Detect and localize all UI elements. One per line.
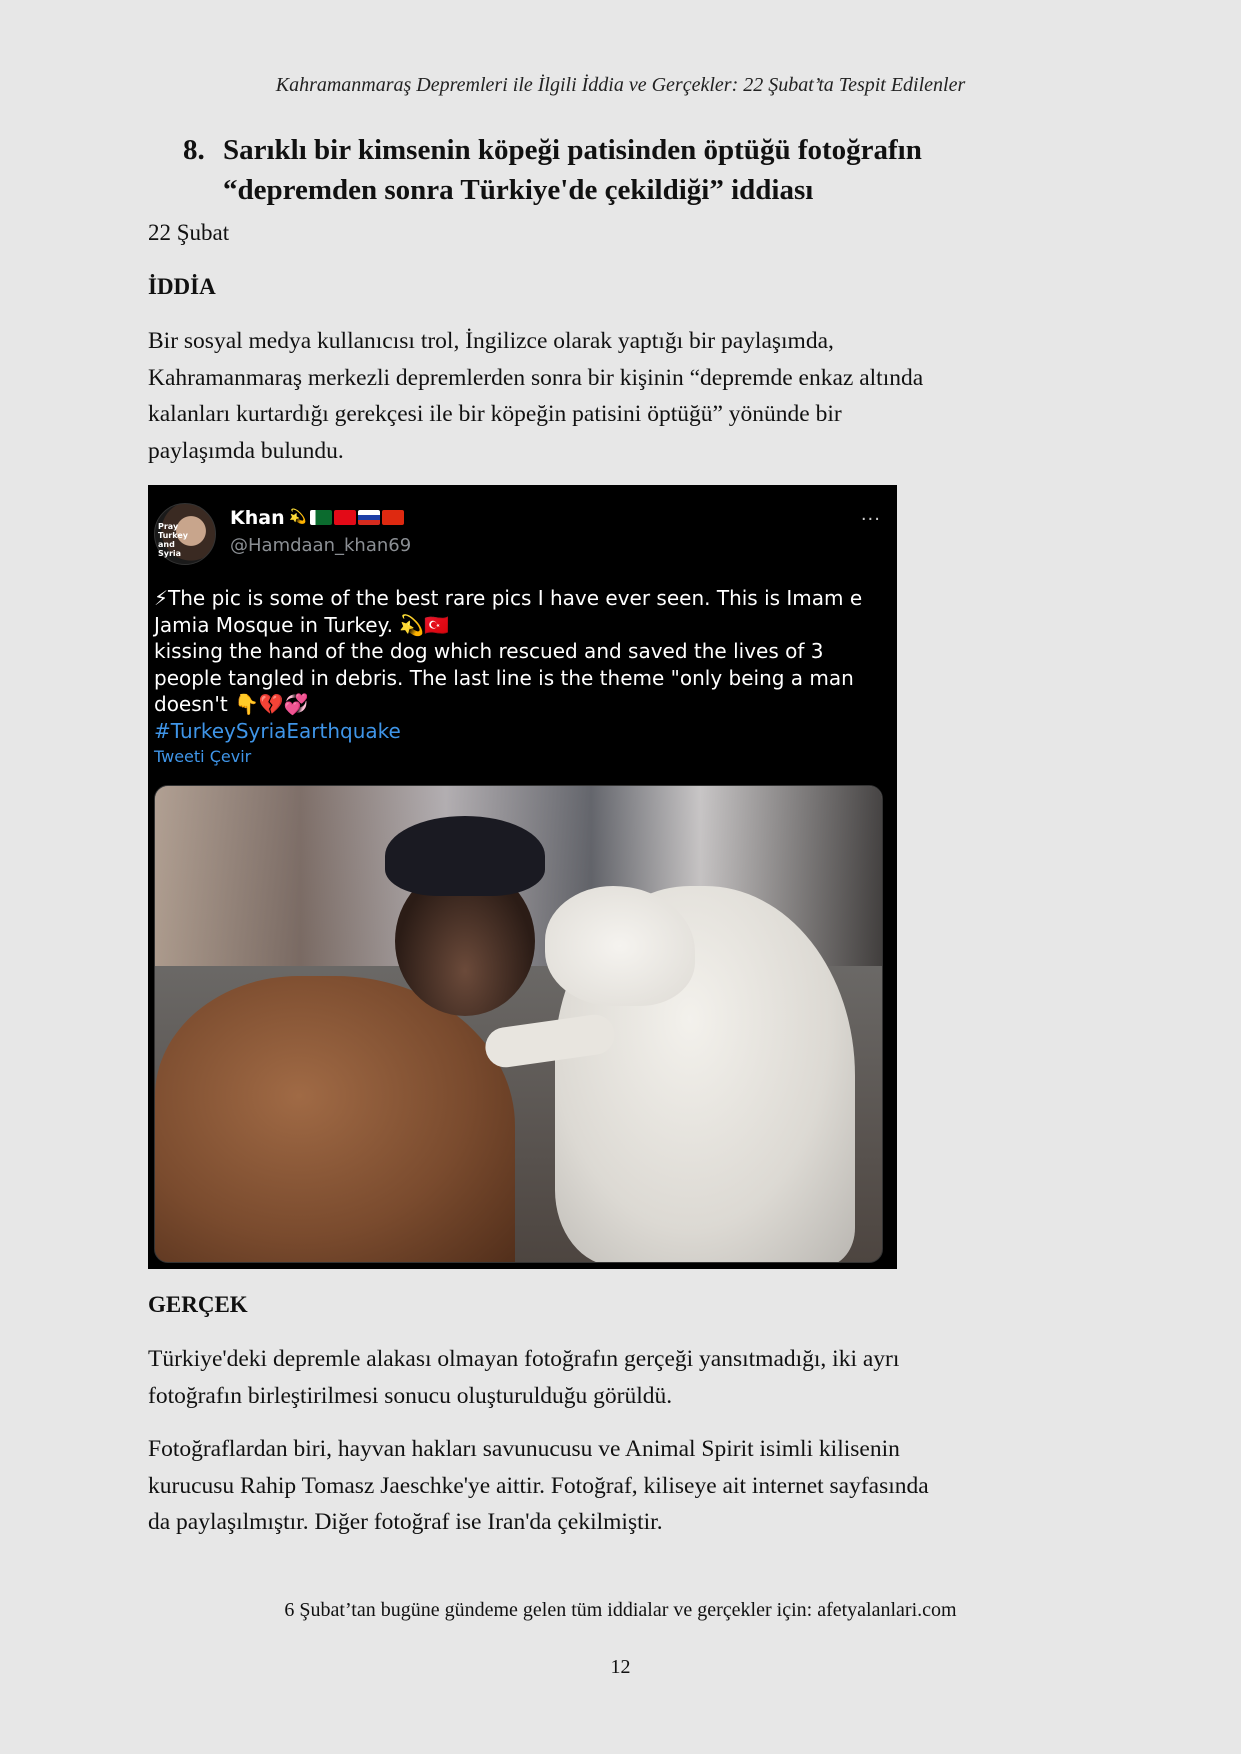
photo-man-robe: [155, 976, 515, 1263]
china-flag-icon: [382, 510, 404, 525]
tweet-avatar: [154, 503, 216, 565]
fact-line: kurucusu Rahip Tomasz Jaeschke'ye aittir. Fotoğraf, kiliseye ait internet sayfasında: [148, 1472, 929, 1499]
tweet-author-flags: [288, 510, 404, 525]
dizzy-star-icon: 💫: [289, 509, 307, 525]
claim-paragraph: [148, 323, 1098, 469]
tweet-photo: [154, 785, 883, 1263]
turkey-flag-icon: [334, 510, 356, 525]
pakistan-flag-icon: [310, 510, 332, 525]
photo-turban: [385, 816, 545, 896]
heading-line-2: “depremden sonra Türkiye'de çekildiği” iddiası: [223, 174, 814, 206]
footer-note: 6 Şubat’tan bugüne gündeme gelen tüm iddialar ve gerçekler için: afetyalanlari.com: [284, 1599, 957, 1621]
page-number: 12: [610, 1656, 631, 1678]
tweet-text: [154, 585, 889, 744]
claim-line: Kahramanmaraş merkezli depremlerden sonra bir kişinin “depremde enkaz altında: [148, 364, 924, 391]
tweet-text-line: doesn't 👇💔💞: [154, 692, 309, 716]
fact-line: Fotoğraflardan biri, hayvan hakları savunucusu ve Animal Spirit isimli kilisenin: [148, 1436, 900, 1462]
tweet-hashtag: #TurkeySyriaEarthquake: [154, 718, 401, 743]
fact-paragraph-2: [148, 1431, 1098, 1541]
russia-flag-icon: [358, 510, 380, 525]
running-header: Kahramanmaraş Depremleri ile İlgili İddia ve Gerçekler: 22 Şubat’ta Tespit Edilenler: [275, 74, 966, 96]
claim-line: Bir sosyal medya kullanıcısı trol, İngilizce olarak yaptığı bir paylaşımda,: [148, 328, 834, 354]
claim-label: İDDİA: [148, 274, 216, 299]
tweet-text-line: kissing the hand of the dog which rescued and saved the lives of 3: [154, 639, 824, 663]
tweet-text-line: Jamia Mosque in Turkey. 💫🇹🇷: [154, 612, 450, 637]
avatar-caption-line: Pray: [158, 522, 179, 531]
fact-line: Türkiye'deki depremle alakası olmayan fotoğrafın gerçeği yansıtmadığı, iki ayrı: [148, 1346, 900, 1372]
tweet-text-line: ⚡The pic is some of the best rare pics I have ever seen. This is Imam e: [154, 586, 863, 610]
tweet-screenshot: [148, 485, 897, 1269]
avatar-caption: [158, 522, 188, 558]
translate-tweet-link: Tweeti Çevir: [154, 747, 252, 766]
claim-date: 22 Şubat: [148, 220, 230, 245]
heading-number: 8.: [183, 134, 205, 166]
avatar-caption-line: Turkey: [158, 531, 188, 540]
tweet-author-handle: @Hamdaan_khan69: [230, 535, 412, 556]
avatar-caption-line: Syria: [158, 549, 182, 558]
more-options-icon: ···: [860, 509, 881, 530]
fact-line: da paylaşılmıştır. Diğer fotoğraf ise Iran'da çekilmiştir.: [148, 1509, 663, 1535]
fact-paragraph-1: [148, 1341, 1098, 1414]
avatar-caption-line: and: [158, 540, 175, 549]
heading-line-1: Sarıklı bir kimsenin köpeği patisinden öptüğü fotoğrafın: [223, 134, 922, 166]
claim-line: kalanları kurtardığı gerekçesi ile bir köpeğin patisini öptüğü” yönünde bir: [148, 401, 842, 427]
fact-line: fotoğrafın birleştirilmesi sonucu oluşturulduğu görüldü.: [148, 1382, 673, 1409]
claim-line: paylaşımda bulundu.: [148, 437, 344, 464]
tweet-author-name: Khan: [230, 507, 285, 529]
tweet-text-line: people tangled in debris. The last line is the theme "only being a man: [154, 665, 854, 690]
fact-label: GERÇEK: [148, 1292, 248, 1317]
